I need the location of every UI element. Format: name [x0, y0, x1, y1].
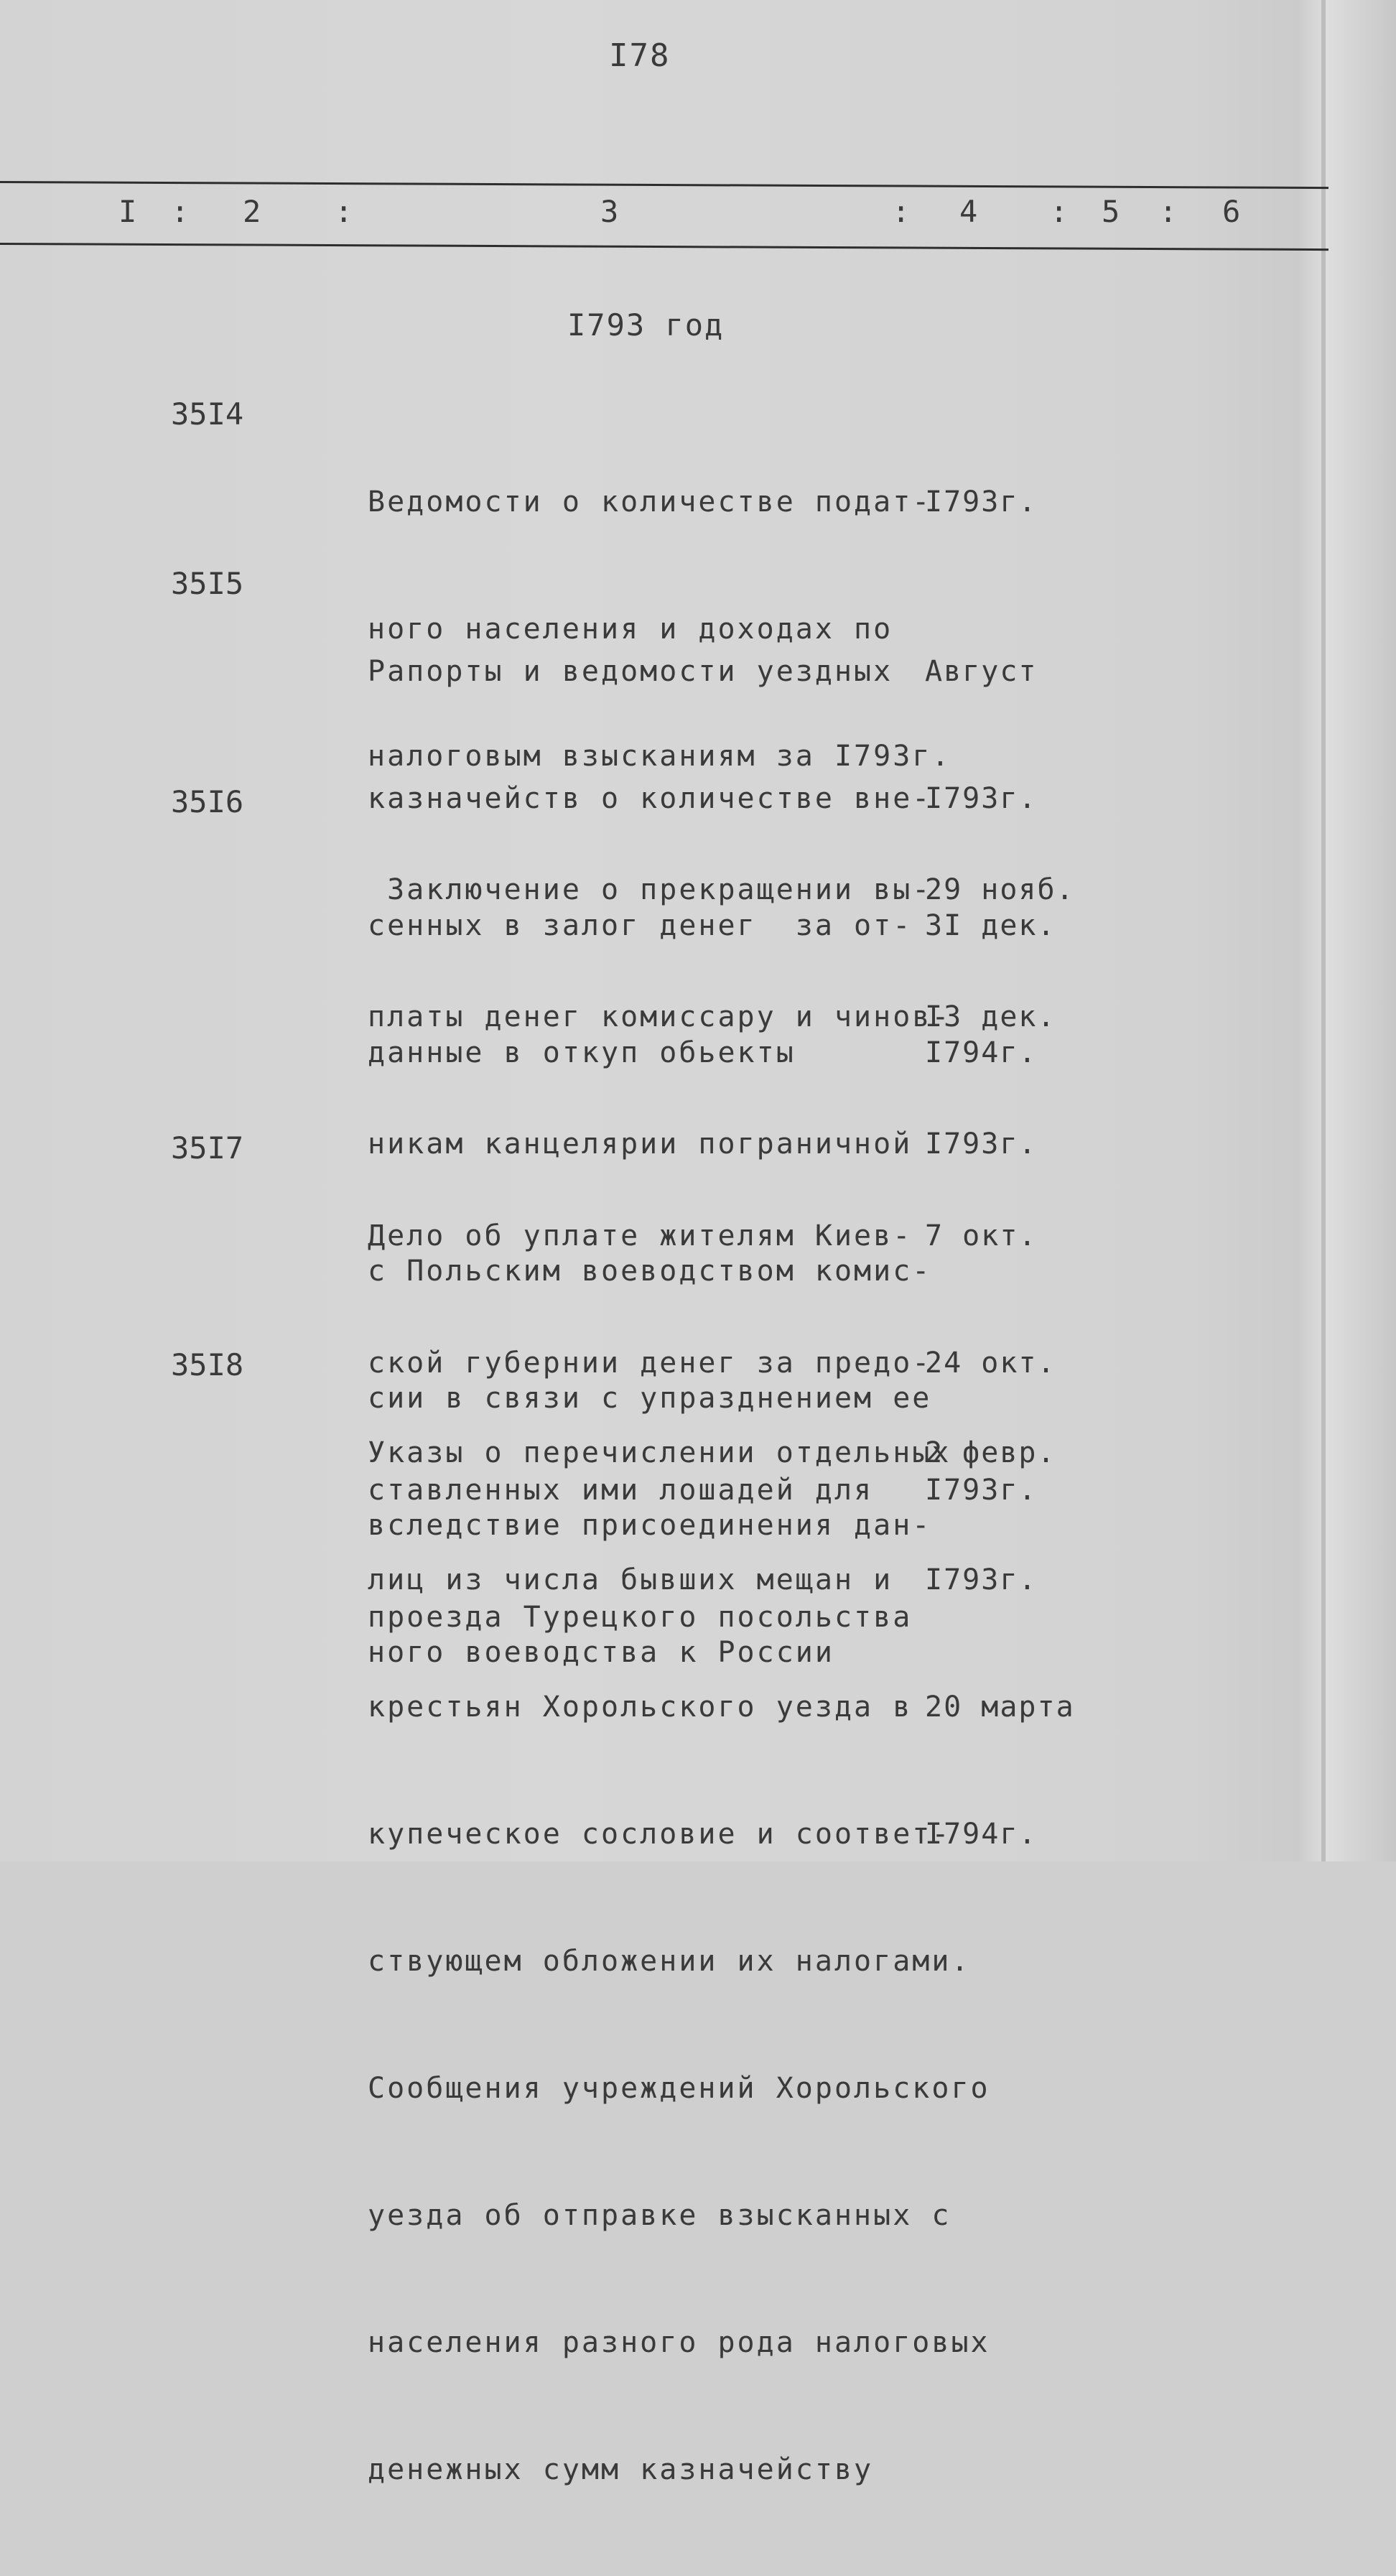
entry-number: 35I8	[171, 1347, 244, 1382]
entry-number: 35I6	[171, 784, 244, 819]
column-separator: :	[892, 194, 911, 229]
year-heading: I793 год	[567, 307, 725, 343]
entry-description: Дело об уплате жителям Киев- ской губернии денег за предо- ставленных ими лошадей для проезда Турецкого посольства	[368, 1219, 932, 1634]
entry-description: Указы о перечислении отдельных лиц из числа бывших мещан и крестьян Хорольского уезда в купеческое сословие и соответ- ствующем обложении их налогами. Сообщения учреждений Хорольского уезда об отправке взысканных с населения разного рода налоговых денежных сумм казначейству	[368, 1436, 990, 2486]
column-header-1: I	[118, 194, 137, 229]
entry-number: 35I4	[171, 396, 244, 432]
entry-dates: I793г.	[925, 485, 1038, 519]
column-separator: :	[1050, 194, 1069, 229]
column-header-5: 5	[1102, 194, 1120, 229]
entry-number: 35I7	[171, 1130, 244, 1166]
entry-dates: 2 февр. I793г. 20 марта I794г.	[925, 1436, 1075, 1851]
column-header-2: 2	[243, 194, 261, 229]
page-number: I78	[609, 37, 671, 74]
column-separator: :	[171, 194, 190, 229]
column-header-4: 4	[959, 194, 978, 229]
entry-dates: 7 окт. 24 окт. I793г.	[925, 1219, 1056, 1507]
entry-description: Заключение о прекращении вы- платы денег комиссару и чинов- никам канцелярии пограничной с Польским воеводством комис- сии в связи с упразднением ее вследствие присоединения дан- ного воеводства к России	[368, 873, 951, 1669]
column-header-6: 6	[1222, 194, 1241, 229]
entry-dates: 29 нояб. I3 дек. I793г.	[925, 873, 1075, 1161]
column-separator: :	[335, 194, 353, 229]
header-rule-bottom	[0, 243, 1328, 251]
entry-description: Ведомости о количестве подат- ного населения и доходах по налоговым взысканиям за I793г.	[368, 485, 951, 773]
column-header-3: 3	[600, 194, 619, 229]
entry-description: Рапорты и ведомости уездных казначейств о количестве вне- сенных в залог денег за от- данные в откуп обьекты	[368, 655, 932, 1069]
header-rule-top	[0, 181, 1328, 189]
entry-dates: Август I793г. 3I дек. I794г.	[925, 655, 1056, 1069]
page-edge	[1321, 0, 1326, 1861]
column-separator: :	[1159, 194, 1178, 229]
entry-number: 35I5	[171, 566, 244, 601]
